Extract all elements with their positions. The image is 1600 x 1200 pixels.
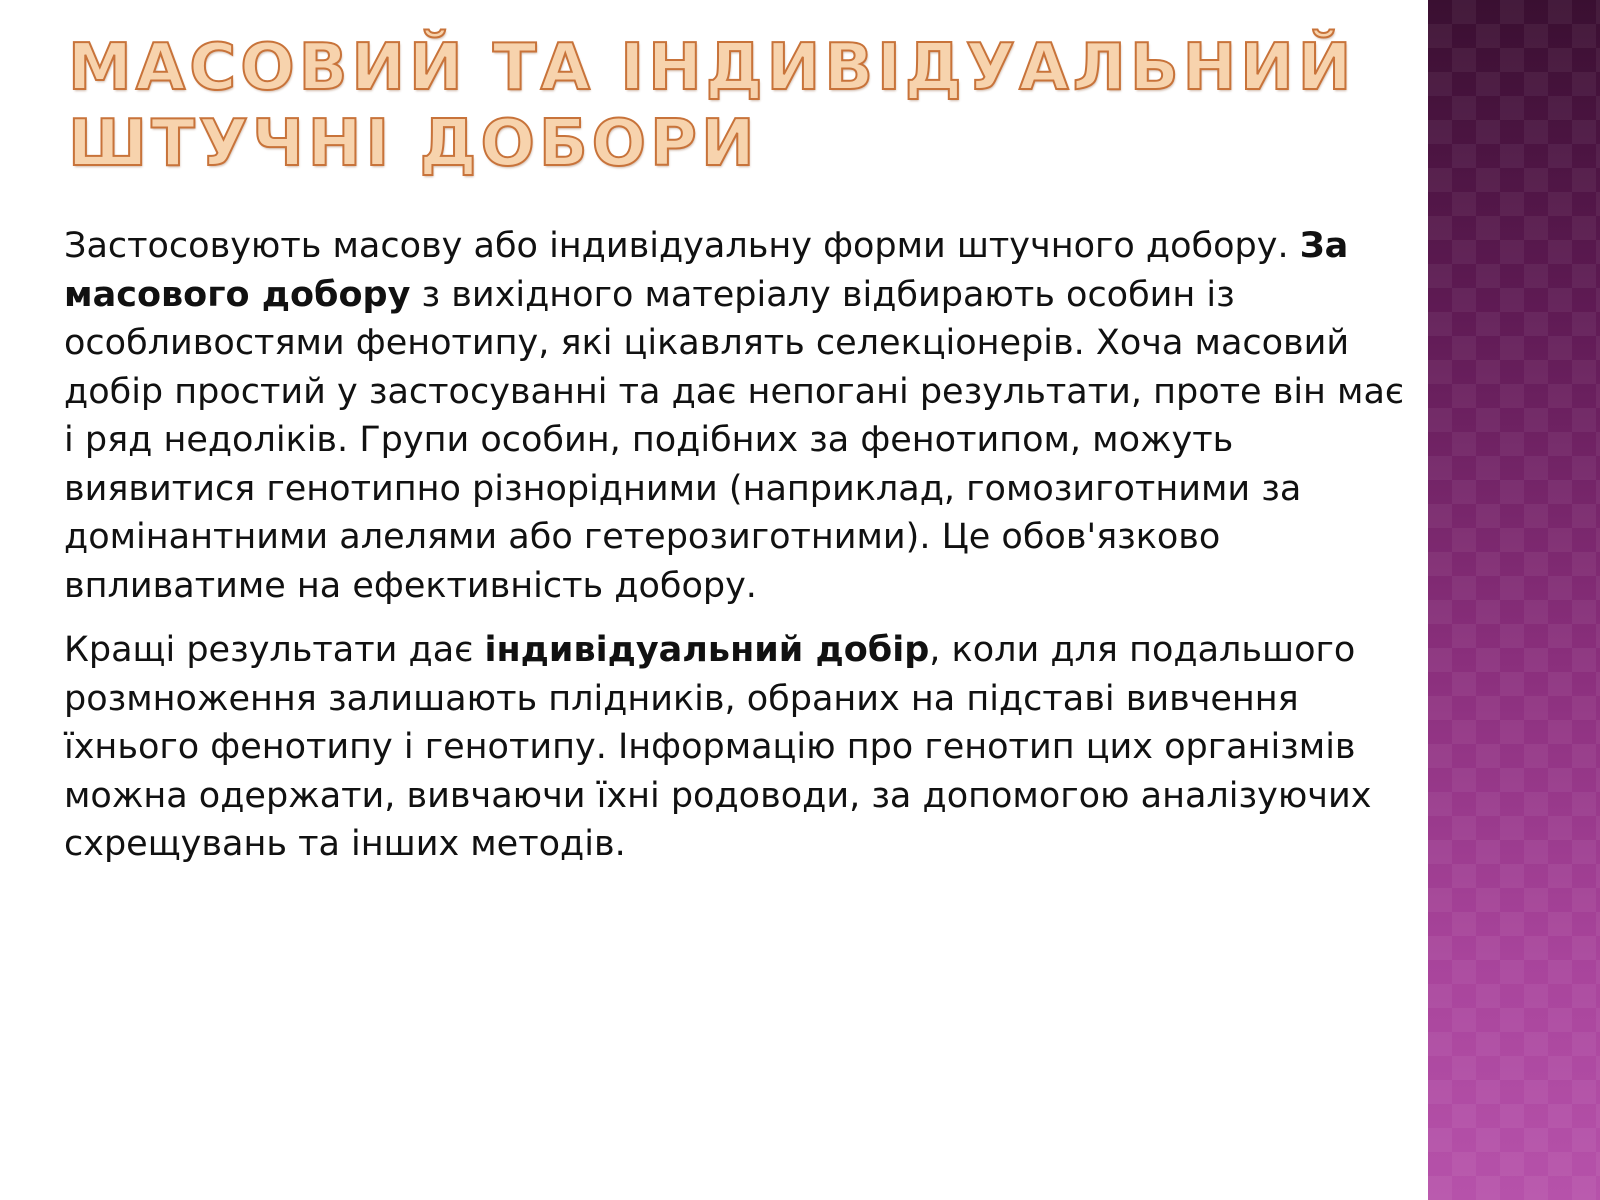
paragraph-individual-selection	[64, 626, 1414, 869]
slide-body	[64, 222, 1414, 885]
decorative-side-band	[1428, 0, 1600, 1200]
paragraph-mass-selection	[64, 222, 1414, 610]
paragraph-2-bold-term: індивідуальний добір	[484, 630, 930, 670]
paragraph-1-text-start: Застосовують масову або індивідуальну форми штучного добору.	[64, 226, 1300, 266]
diamond-pattern	[1428, 0, 1600, 1200]
paragraph-1-text-end: з вихідного матеріалу відбирають особин із особливостями фенотипу, які цікавлять селекціонерів. Хоча масовий добір простий у застосуванні та дає непогані результати, проте він має і ряд недоліків. Групи особин, подібних за фенотипом, можуть виявитися генотипно різнорідними (наприклад, гомозиготними за домінантними алелями або гетерозиготними). Це обов'язково впливатиме на ефективність добору.	[64, 274, 1405, 606]
paragraph-1-bold-term: За масового добору	[64, 226, 1349, 315]
paragraph-2-text-end: , коли для подальшого розмноження залишають плідників, обраних на підставі вивчення їхнього фенотипу і генотипу. Інформацію про генотип цих організмів можна одержати, вивчаючи їхні родоводи, за допомогою аналізуючих схрещувань та інших методів.	[64, 630, 1372, 864]
slide-title: МАСОВИЙ ТА ІНДИВІДУАЛЬНИЙ ШТУЧНІ ДОБОРИ	[68, 31, 1356, 181]
paragraph-2-text-start: Кращі результати дає	[64, 630, 485, 670]
